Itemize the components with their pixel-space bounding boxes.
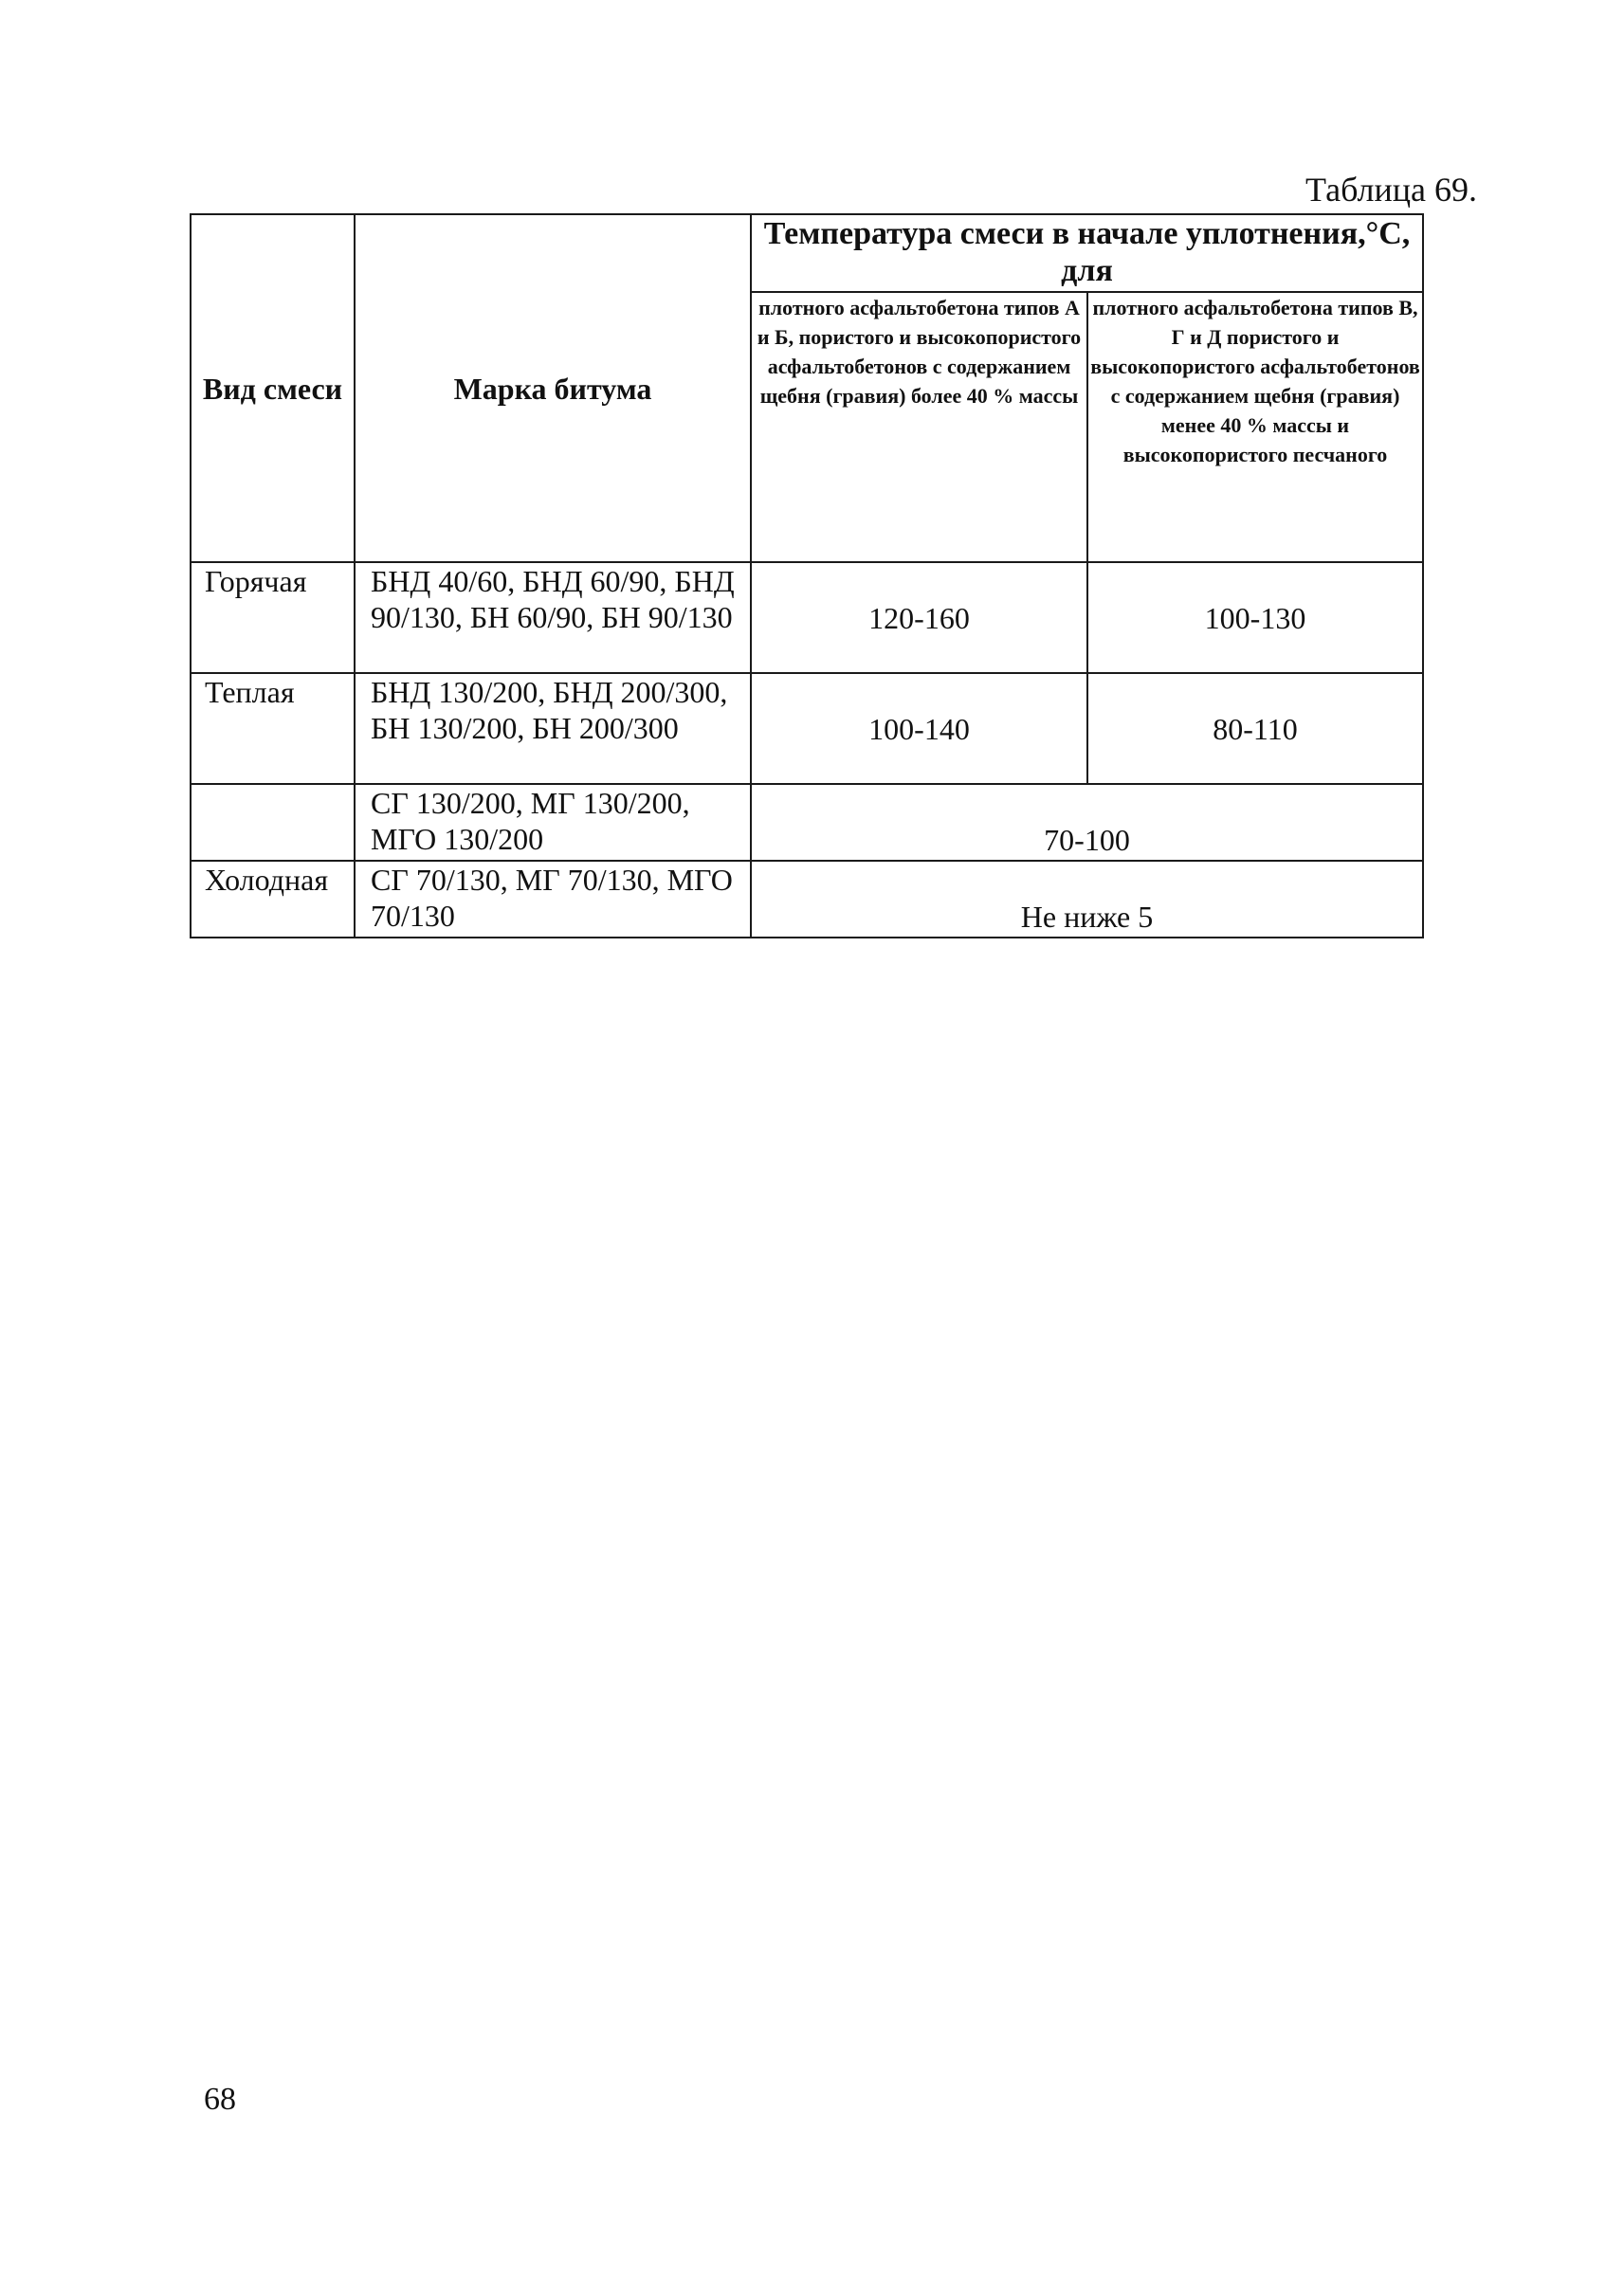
subheader-type-v-g-d: плотного асфальтобетона типов В, Г и Д пористого и высокопористого асфальтобетонов с содержанием щебня (гравия) менее 40 % массы и высокопористого песчаного [1087,292,1423,562]
cell-temp-a: 100-140 [751,673,1087,784]
table-row [191,673,1423,784]
cell-temp-b: 100-130 [1087,562,1423,673]
table-row [191,784,1423,861]
header-temperature-group: Температура смеси в начале уплотнения,°С, для [751,214,1423,292]
cell-vid: Горячая [191,562,355,673]
cell-vid: Теплая [191,673,355,784]
temperature-table [190,213,1424,938]
cell-marka: СГ 130/200, МГ 130/200, МГО 130/200 [355,784,751,861]
cell-temp-a: 120-160 [751,562,1087,673]
cell-vid: Холодная [191,861,355,938]
cell-temp-merged: Не ниже 5 [751,861,1423,938]
cell-vid [191,784,355,861]
table-row [191,861,1423,938]
cell-marka: БНД 130/200, БНД 200/300, БН 130/200, БН 200/300 [355,673,751,784]
header-row [191,214,1423,292]
cell-temp-b: 80-110 [1087,673,1423,784]
cell-marka: СГ 70/130, МГ 70/130, МГО 70/130 [355,861,751,938]
page-number: 68 [204,2082,236,2117]
cell-temp-merged: 70-100 [751,784,1423,861]
header-marka-bituma: Марка битума [355,214,751,562]
table-caption: Таблица 69. [1305,171,1477,209]
cell-marka: БНД 40/60, БНД 60/90, БНД 90/130, БН 60/90, БН 90/130 [355,562,751,673]
table-row [191,562,1423,673]
subheader-type-a-b: плотного асфальтобетона типов А и Б, пористого и высокопористого асфальтобетонов с содержанием щебня (гравия) более 40 % массы [751,292,1087,562]
header-vid-smesi: Вид смеси [191,214,355,562]
